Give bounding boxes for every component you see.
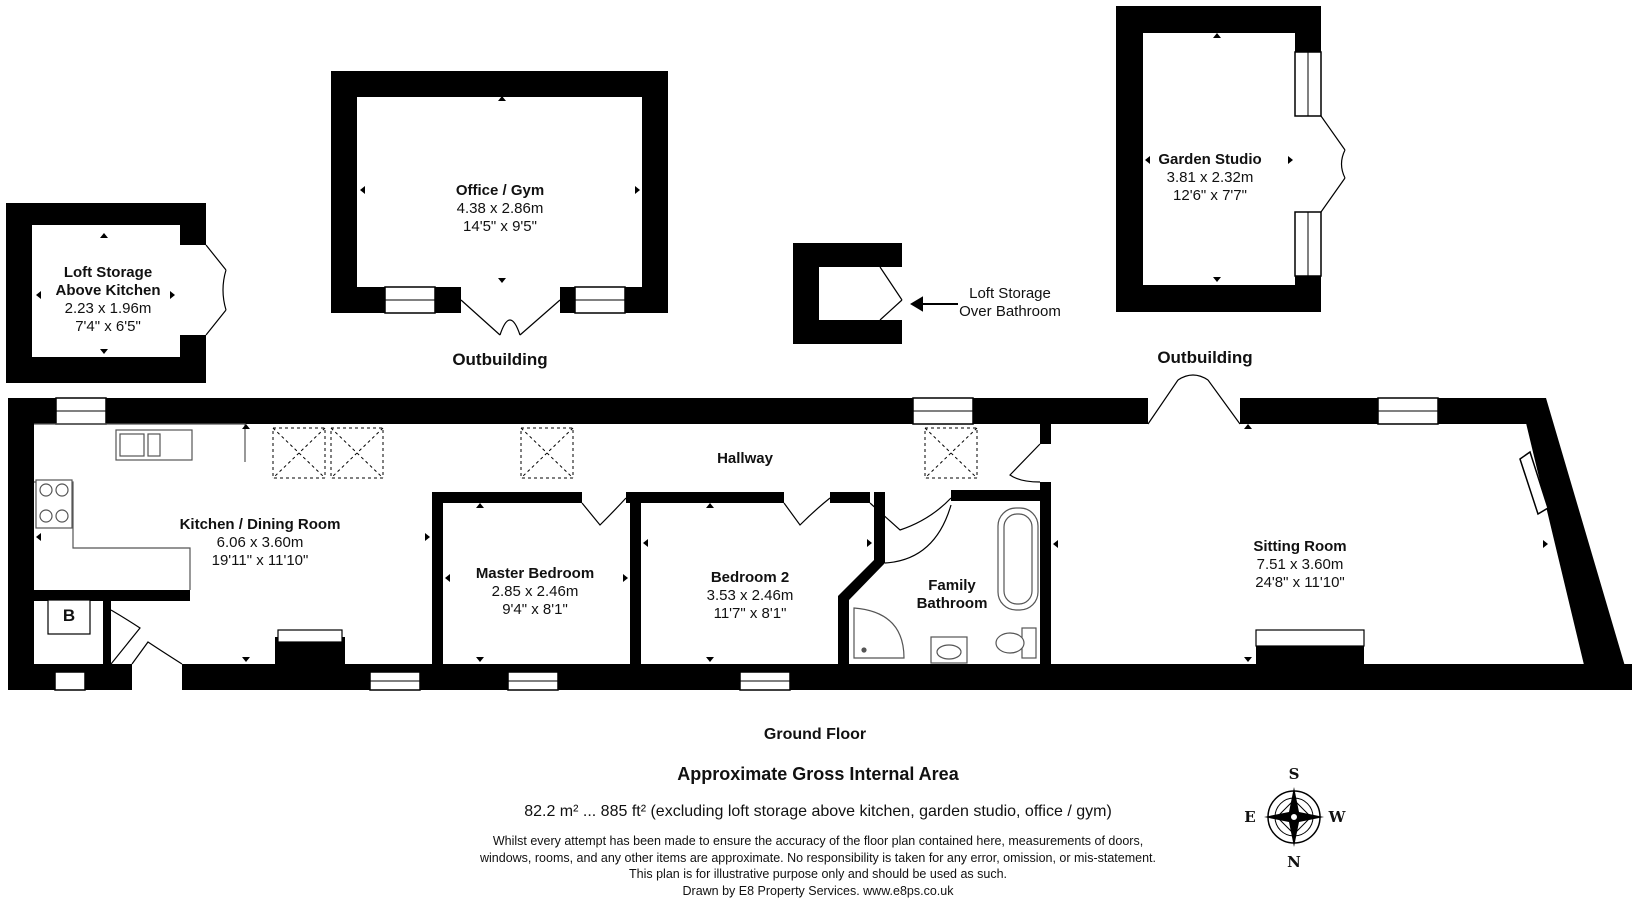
skylights: [273, 428, 977, 478]
compass-letter-right: W: [1326, 808, 1348, 826]
room-metric: 3.81 x 2.32m: [1130, 169, 1290, 187]
compass-letter-top: S: [1284, 765, 1304, 783]
room-imperial: 19'11" x 11'10": [160, 552, 360, 570]
family-bathroom-label: [902, 577, 1002, 613]
room-imperial: 14'5" x 9'5": [400, 218, 600, 236]
room-name: Kitchen / Dining Room: [160, 516, 360, 534]
outbuilding-label-left: Outbuilding: [430, 350, 570, 370]
room-imperial: 9'4" x 8'1": [455, 601, 615, 619]
room-name: Master Bedroom: [455, 565, 615, 583]
disclaimer-line: Drawn by E8 Property Services. www.e8ps.co.uk: [400, 883, 1236, 899]
compass-letter-bottom: N: [1284, 853, 1304, 871]
floor-label: Ground Floor: [720, 726, 910, 744]
boiler-letter: B: [48, 606, 90, 626]
compass-rose: [1264, 787, 1324, 847]
room-name: Bathroom: [902, 595, 1002, 613]
room-metric: 7.51 x 3.60m: [1220, 556, 1380, 574]
room-name: Garden Studio: [1130, 151, 1290, 169]
loft-storage-kitchen-label: [28, 264, 188, 336]
area-value: 82.2 m² ... 885 ft² (excluding loft storage above kitchen, garden studio, office / gym): [400, 801, 1236, 822]
compass-letter-left: E: [1240, 808, 1260, 826]
room-metric: 6.06 x 3.60m: [160, 534, 360, 552]
room-name: Above Kitchen: [28, 282, 188, 300]
room-metric: 2.23 x 1.96m: [28, 300, 188, 318]
room-imperial: 12'6" x 7'7": [1130, 187, 1290, 205]
room-imperial: 24'8" x 11'10": [1220, 574, 1380, 592]
garden-studio-label: [1130, 151, 1290, 205]
loft-note-line: Over Bathroom: [945, 303, 1075, 321]
hallway-label: [695, 450, 795, 468]
room-name: Bedroom 2: [670, 569, 830, 587]
room-metric: 4.38 x 2.86m: [400, 200, 600, 218]
room-name: Loft Storage: [28, 264, 188, 282]
boiler-label: [48, 606, 90, 626]
outbuilding-label-right: Outbuilding: [1135, 348, 1275, 368]
loft-note-line: Loft Storage: [945, 285, 1075, 303]
bedroom2-label: [670, 569, 830, 623]
room-name: Sitting Room: [1220, 538, 1380, 556]
room-name: Hallway: [695, 450, 795, 468]
disclaimer: [400, 833, 1236, 899]
sitting-room-label: [1220, 538, 1380, 592]
room-imperial: 7'4" x 6'5": [28, 318, 188, 336]
loft-storage-bathroom-label: [945, 285, 1075, 321]
room-metric: 2.85 x 2.46m: [455, 583, 615, 601]
disclaimer-line: windows, rooms, and any other items are approximate. No responsibility is taken for any error, omission, or mis-statement.: [400, 850, 1236, 867]
master-bedroom-label: [455, 565, 615, 619]
room-name: Office / Gym: [400, 182, 600, 200]
room-name: Family: [902, 577, 1002, 595]
disclaimer-line: Whilst every attempt has been made to ensure the accuracy of the floor plan contained here, measurements of doors,: [400, 833, 1236, 850]
kitchen-dining-label: [160, 516, 360, 570]
room-metric: 3.53 x 2.46m: [670, 587, 830, 605]
disclaimer-line: This plan is for illustrative purpose only and should be used as such.: [400, 866, 1236, 883]
area-title: Approximate Gross Internal Area: [560, 764, 1076, 785]
office-gym-label: [400, 182, 600, 236]
room-imperial: 11'7" x 8'1": [670, 605, 830, 623]
